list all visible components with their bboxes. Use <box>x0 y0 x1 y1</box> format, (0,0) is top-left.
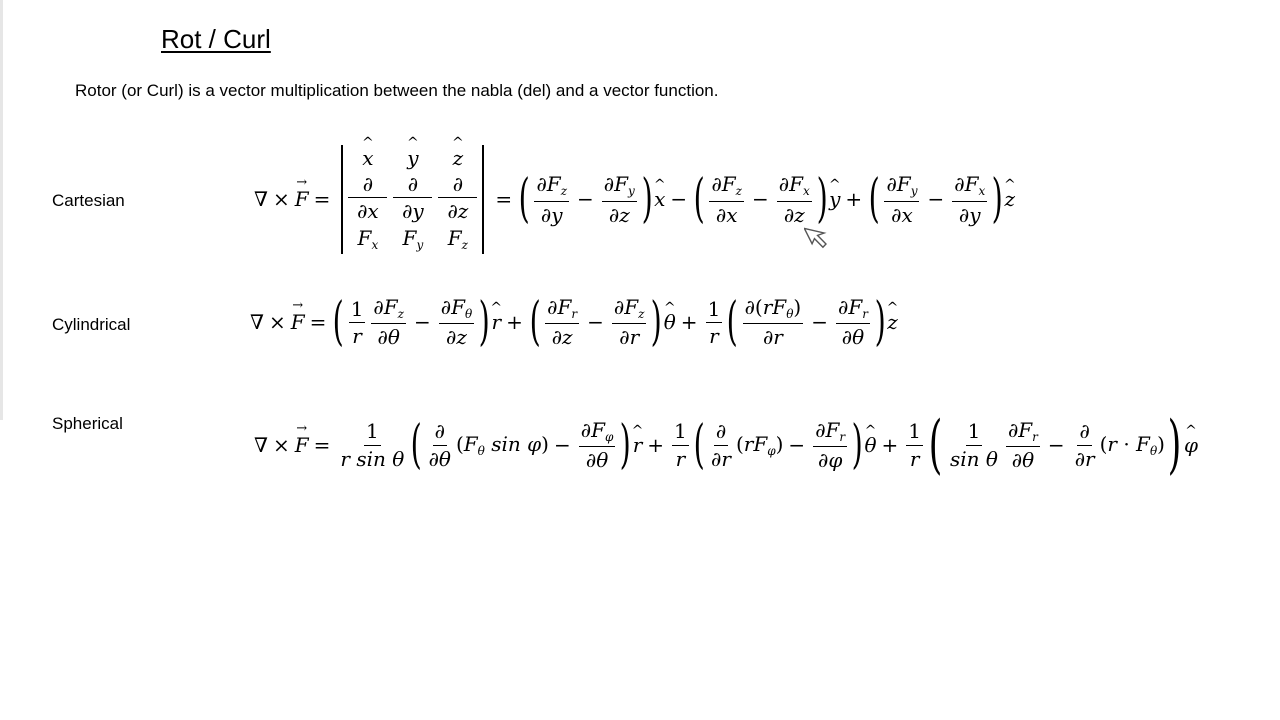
label-cartesian: Cartesian <box>52 191 125 210</box>
formula-spherical: ∇ × → F = $\frac{1}{\text{r sin θ}}$ ( ∂ ∂θ ($F_\theta$ sin φ) − $\frac{\partial F_\varphi}{\partial\theta}$ ) ^ r + $\frac{1}{r}$ ( ∂ ∂r $(rF_\varphi)$ − $\frac{\partial F_r}{\partial\varphi}$ ) ^ θ + $\frac{1}{r}$ ( 1 sin θ $\partial F_r$ ∂θ − ∂ ∂r $(r \cdot F_\theta)$ ) ^ φ <box>254 413 1198 477</box>
page-title: Rot / Curl <box>161 24 271 54</box>
formula-cylindrical: ∇ × → F = ( 1 r $\partial F_z$ ∂θ − $\frac{\partial F_\theta}{\partial z}$ ) ^ r + ( $\partial F_r$ ∂z − $\frac{\partial F_z}{\partial r}$ ) ^ θ + $\frac{1}{r}$ ( $\partial(rF_\theta)$ ∂r − $\frac{\partial F_r}{\partial\theta}$ ) ^ z <box>250 296 898 349</box>
label-spherical: Spherical <box>52 414 123 433</box>
mouse-pointer-icon <box>804 222 840 258</box>
label-cylindrical: Cylindrical <box>52 315 131 334</box>
determinant-matrix: ^ x ^ y ^ z ∂ ∂x ∂ ∂y ∂ ∂z $F_x$ $F_y$ $F_z$ <box>341 145 484 254</box>
left-edge-divider <box>0 0 3 420</box>
intro-text: Rotor (or Curl) is a vector multiplication between the nabla (del) and a vector function. <box>75 81 719 100</box>
formula-cartesian: ∇ × → F = ^ x ^ y ^ z ∂ ∂x ∂ ∂y ∂ ∂z $F_x$ $F_y$ $F_z$ = ( $\partial F_z$ ∂y − $\frac{\partial F_y}{\partial z}$ ) ^ x − ( $\partial F_z$ ∂x − $\frac{\partial F_x}{\partial z}$ ) ^ y + ( $\partial F_y$ ∂x − $\frac{\partial F_x}{\partial y}$ ) ^ z <box>254 145 1015 254</box>
